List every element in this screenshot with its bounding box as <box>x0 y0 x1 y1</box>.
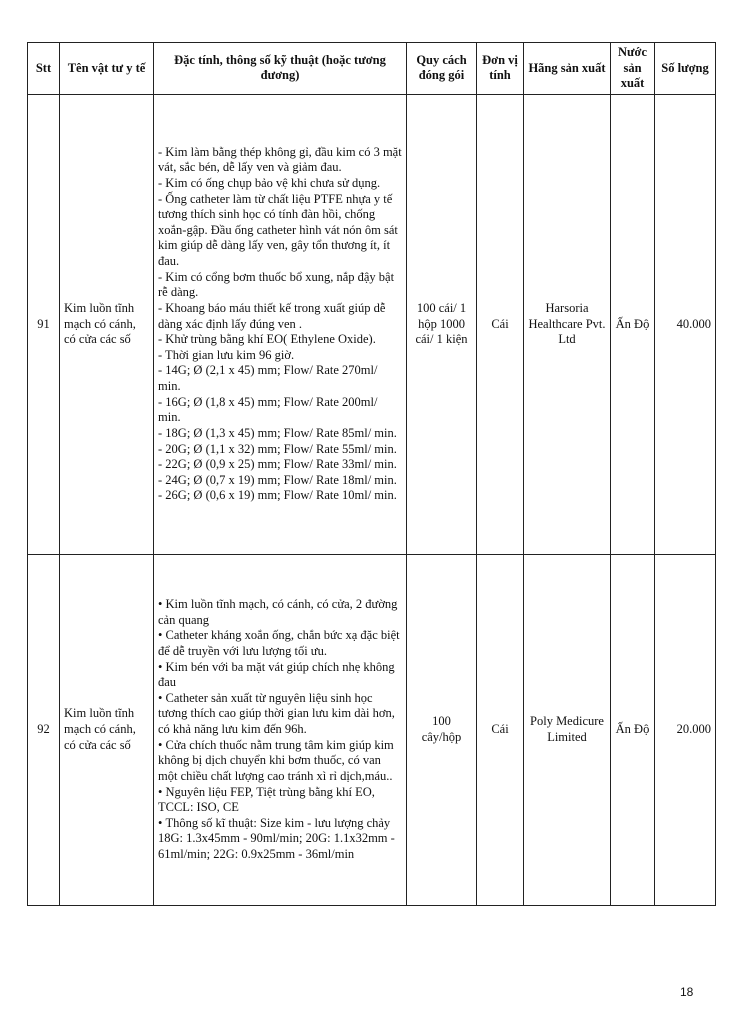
spec-line: - 24G; Ø (0,7 x 19) mm; Flow/ Rate 18ml/ min. <box>158 472 397 487</box>
spec-line: • Cửa chích thuốc nằm trung tâm kim giúp kim không bị dịch chuyển khi bơm thuốc, có van một chiều chất lượng cao tránh xì rỉ dịch,máu.. <box>158 738 402 785</box>
spec-line: - 20G; Ø (1,1 x 32) mm; Flow/ Rate 55ml/ min. <box>158 441 397 456</box>
header-name: Tên vật tư y tế <box>60 43 154 95</box>
row-stt: 91 <box>28 94 60 554</box>
row-manufacturer: Poly Medicure Limited <box>524 554 611 905</box>
row-country: Ấn Độ <box>611 94 655 554</box>
equipment-spec-table <box>27 42 716 906</box>
spec-line: - Kim làm bằng thép không gỉ, đầu kim có 3 mặt vát, sắc bén, dễ lấy ven và giảm đau. <box>158 144 402 175</box>
spec-line: - 22G; Ø (0,9 x 25) mm; Flow/ Rate 33ml/ min. <box>158 457 397 472</box>
spec-line: - Khử trùng bằng khí EO( Ethylene Oxide). <box>158 332 376 347</box>
row-packaging: 100 cái/ 1 hộp 1000 cái/ 1 kiện <box>407 94 477 554</box>
spec-line: - Khoang báo máu thiết kế trong xuất giúp dễ dàng xác định lấy đúng ven . <box>158 300 386 331</box>
spec-line: - 14G; Ø (2,1 x 45) mm; Flow/ Rate 270ml/ min. <box>158 363 378 394</box>
row-name: Kim luồn tĩnh mạch có cánh, có cửa các số <box>60 94 154 554</box>
spec-line: - Kim có ống chụp bảo vệ khi chưa sử dụng. <box>158 175 381 190</box>
header-country: Nước sản xuất <box>611 43 655 95</box>
row-unit: Cái <box>477 554 524 905</box>
table-row <box>28 554 716 905</box>
header-stt: Stt <box>28 43 60 95</box>
spec-line: • Kim luồn tĩnh mạch, có cánh, có cửa, 2 đường cản quang <box>158 597 402 628</box>
row-unit: Cái <box>477 94 524 554</box>
page-number: 18 <box>680 985 694 999</box>
table-header-row <box>28 43 716 95</box>
spec-line: - Ống catheter làm từ chất liệu PTFE nhựa y tế tương thích sinh học có tính đàn hồi, chống xoắn-gập. Đầu ống catheter hình vát nón ôm sát kim giúp dễ dàng lấy ven, gây tổn thương ít, ít đau. <box>158 191 398 269</box>
spec-line: • Kim bén với ba mặt vát giúp chích nhẹ không đau <box>158 660 402 691</box>
row-country: Ấn Độ <box>611 554 655 905</box>
spec-line: • Catheter sản xuất từ nguyên liệu sinh học tương thích cao giúp thời gian lưu kim dài hơn, có khả năng lưu kim đến 96h. <box>158 691 402 738</box>
row-spec <box>154 554 407 905</box>
spec-line: - Kim có cổng bơm thuốc bổ xung, nắp đậy bật rễ dàng. <box>158 269 395 300</box>
spec-line: - Thời gian lưu kim 96 giờ. <box>158 347 295 362</box>
header-unit: Đơn vị tính <box>477 43 524 95</box>
row-spec <box>154 94 407 554</box>
spec-line: - 18G; Ø (1,3 x 45) mm; Flow/ Rate 85ml/ min. <box>158 425 397 440</box>
header-packaging: Quy cách đóng gói <box>407 43 477 95</box>
header-spec: Đặc tính, thông số kỹ thuật (hoặc tương đương) <box>154 43 407 95</box>
spec-line: • Thông số kĩ thuật: Size kim - lưu lượng chảy 18G: 1.3x45mm - 90ml/min; 20G: 1.1x32mm - 61ml/min; 22G: 0.9x25mm - 36ml/min <box>158 816 402 863</box>
header-manufacturer: Hãng sản xuất <box>524 43 611 95</box>
table-row <box>28 94 716 554</box>
row-quantity: 40.000 <box>655 94 716 554</box>
row-manufacturer: Harsoria Healthcare Pvt. Ltd <box>524 94 611 554</box>
row-packaging: 100 cây/hộp <box>407 554 477 905</box>
spec-line: - 26G; Ø (0,6 x 19) mm; Flow/ Rate 10ml/ min. <box>158 488 397 503</box>
row-quantity: 20.000 <box>655 554 716 905</box>
row-name: Kim luồn tĩnh mạch có cánh, có cửa các số <box>60 554 154 905</box>
row-stt: 92 <box>28 554 60 905</box>
spec-line: - 16G; Ø (1,8 x 45) mm; Flow/ Rate 200ml/ min. <box>158 394 378 425</box>
spec-line: • Nguyên liệu FEP, Tiệt trùng bằng khí EO, TCCL: ISO, CE <box>158 785 402 816</box>
header-quantity: Số lượng <box>655 43 716 95</box>
spec-line: • Catheter kháng xoắn ống, chắn bức xạ đặc biệt để dễ truyền với lưu lượng tối ưu. <box>158 628 402 659</box>
